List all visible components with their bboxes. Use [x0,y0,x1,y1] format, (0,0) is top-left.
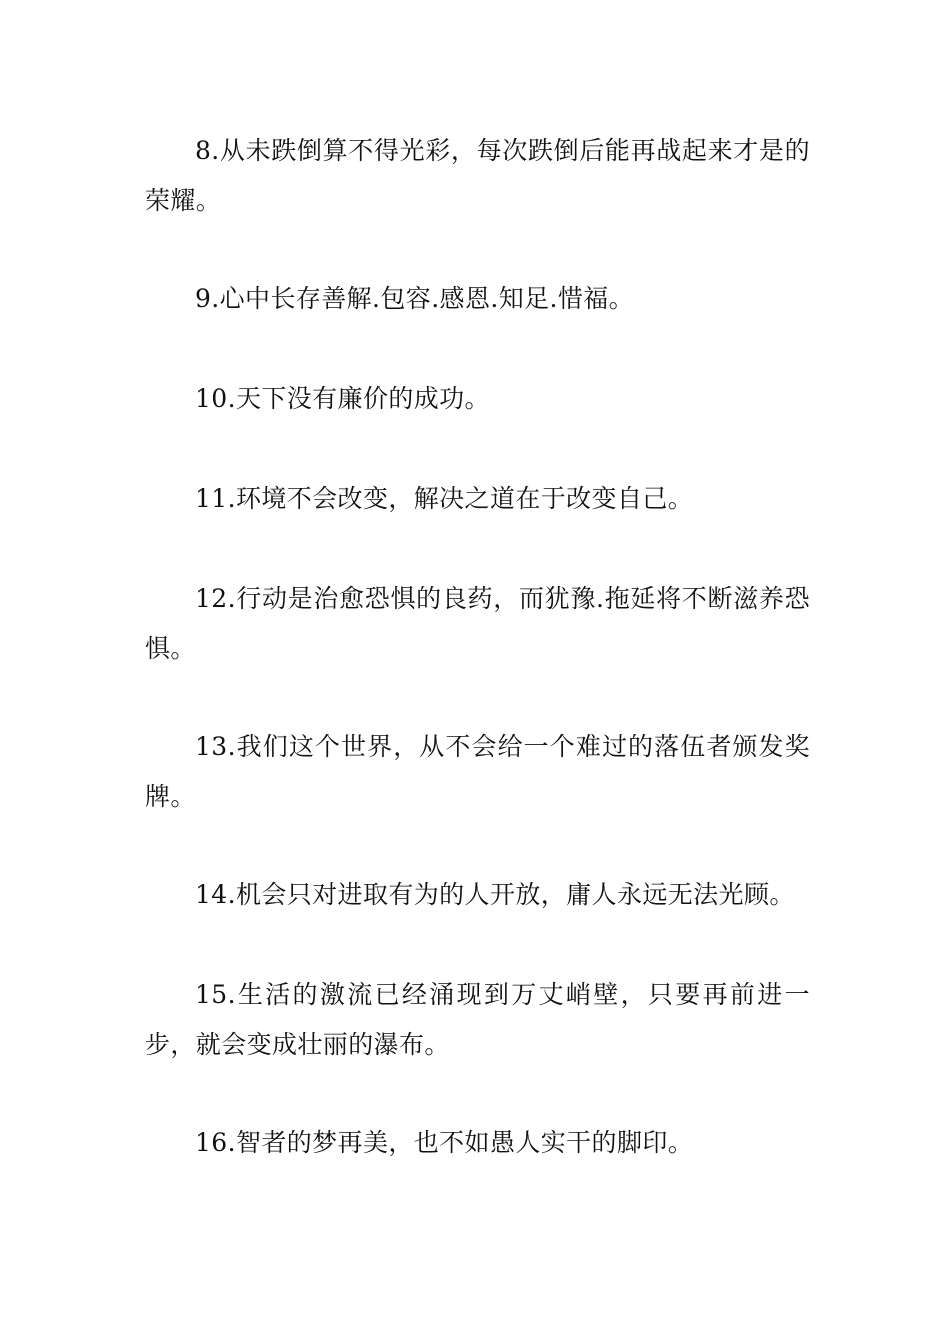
paragraph-14: 14.机会只对进取有为的人开放，庸人永远无法光顾。 [195,880,795,909]
paragraph-10: 10.天下没有廉价的成功。 [195,384,490,413]
paragraph-16: 16.智者的梦再美，也不如愚人实干的脚印。 [195,1128,694,1157]
paragraph-13: 13.我们这个世界，从不会给一个难过的落伍者颁发奖牌。 [145,732,810,811]
paragraph-12: 12.行动是治愈恐惧的良药，而犹豫.拖延将不断滋养恐惧。 [145,584,810,663]
paragraph-8: 8.从未跌倒算不得光彩，每次跌倒后能再战起来才是的荣耀。 [145,136,810,215]
paragraph-11: 11.环境不会改变，解决之道在于改变自己。 [195,484,694,513]
paragraph-9: 9.心中长存善解.包容.感恩.知足.惜福。 [195,284,635,313]
paragraph-15: 15.生活的激流已经涌现到万丈峭壁，只要再前进一步，就会变成壮丽的瀑布。 [145,980,810,1059]
